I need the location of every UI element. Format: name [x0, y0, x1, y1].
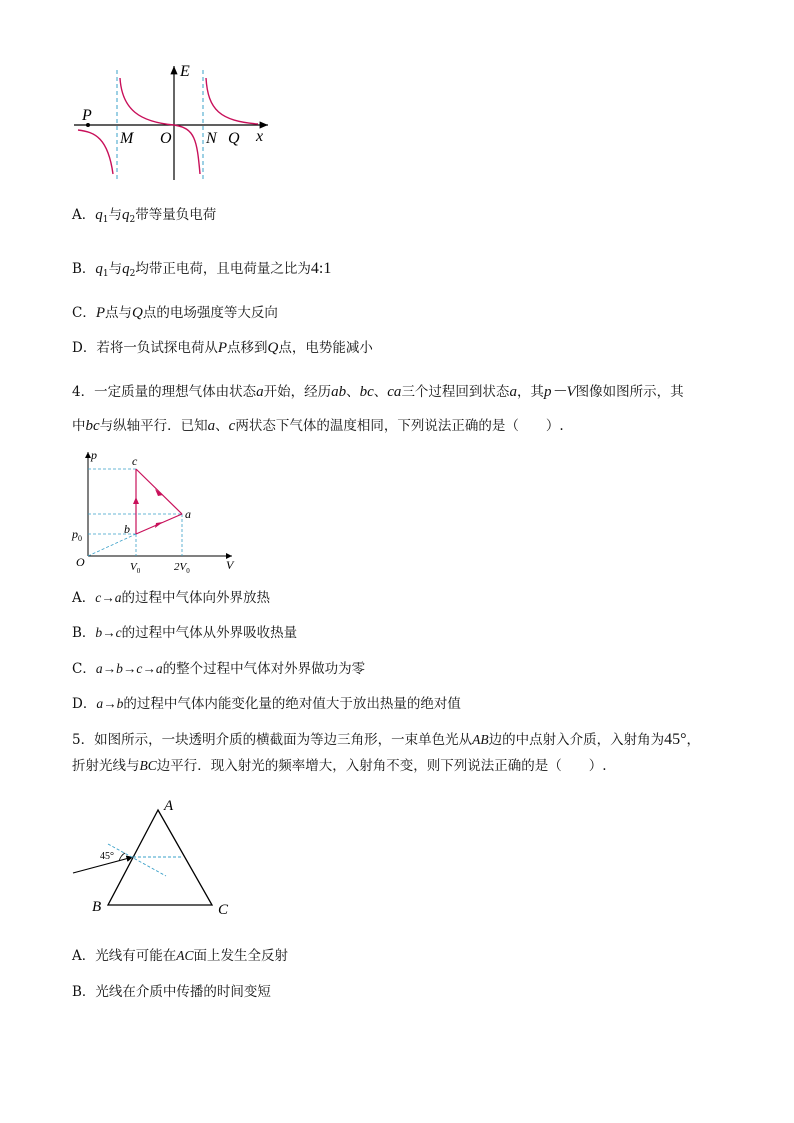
label-c: c	[132, 454, 138, 468]
q4-option-a: A．c→a的过程中气体向外界放热	[72, 590, 270, 606]
q5-option-b: B．光线在介质中传播的时间变短	[72, 984, 271, 1000]
label-b: b	[124, 522, 130, 536]
label-vertex-b: B	[92, 899, 102, 915]
q3-option-c: C．P点与Q点的电场强度等大反向	[72, 305, 278, 321]
label-p: P	[82, 107, 92, 124]
curve-left	[78, 130, 113, 174]
curve-middle	[120, 78, 200, 174]
label-vertex-c: C	[218, 902, 229, 918]
q5-stem-line1: 5．如图所示，一块透明介质的横截面为等边三角形，一束单色光从AB边的中点射入介质，入射角为45°，	[72, 731, 700, 748]
triangle-abc	[108, 810, 212, 905]
q5-option-a: A．光线有可能在AC面上发生全反射	[72, 948, 289, 964]
curve-right	[206, 78, 258, 124]
label-origin: O	[76, 555, 85, 569]
label-p0: $p_0$	[72, 527, 82, 543]
label-o: O	[160, 130, 172, 147]
label-a: a	[185, 507, 191, 521]
q4-option-b: B．b→c的过程中气体从外界吸收热量	[72, 625, 298, 641]
pv-diagram	[68, 448, 238, 578]
label-2v0: $2V_0$	[174, 561, 190, 575]
label-angle: 45°	[100, 851, 114, 862]
q4-stem-line1: 4．一定质量的理想气体由状态a开始，经历ab、bc、ca三个过程回到状态a，其p－V图像如图所示，其	[72, 384, 684, 400]
triangle-prism-diagram	[70, 795, 240, 920]
label-v0: $V_0$	[130, 561, 141, 575]
q5-stem-line2: 折射光线与BC边平行．现入射光的频率增大，入射角不变，则下列说法正确的是（ ）.	[72, 758, 607, 774]
label-vertex-a: A	[164, 798, 174, 814]
label-n: N	[206, 130, 217, 147]
arrow-ca	[155, 489, 163, 496]
dash-origin-line	[88, 534, 136, 556]
q4-option-c: C．a→b→c→a的整个过程中气体对外界做功为零	[72, 661, 366, 677]
q4-stem-line2: 中bc与纵轴平行．已知a、c两状态下气体的温度相同，下列说法正确的是（ ）.	[72, 418, 564, 434]
label-e: E	[180, 63, 190, 80]
arrow-bc	[133, 497, 139, 504]
label-v-axis: V	[226, 558, 234, 572]
q3-option-d: D．若将一负试探电荷从P点移到Q点，电势能减小	[72, 340, 373, 356]
label-m: M	[120, 130, 134, 147]
q3-option-b: B．$q_1$与$q_2$均带正电荷，且电荷量之比为4:1	[72, 260, 332, 279]
q4-option-d: D．a→b的过程中气体内能变化量的绝对值大于放出热量的绝对值	[72, 696, 461, 712]
label-p-axis: p	[91, 448, 97, 462]
electric-field-graph	[70, 62, 270, 187]
label-q: Q	[228, 130, 240, 147]
process-ca	[136, 469, 182, 514]
label-x: x	[256, 128, 264, 145]
q3-option-a: A．$q_1$与$q_2$带等量负电荷	[72, 207, 217, 225]
